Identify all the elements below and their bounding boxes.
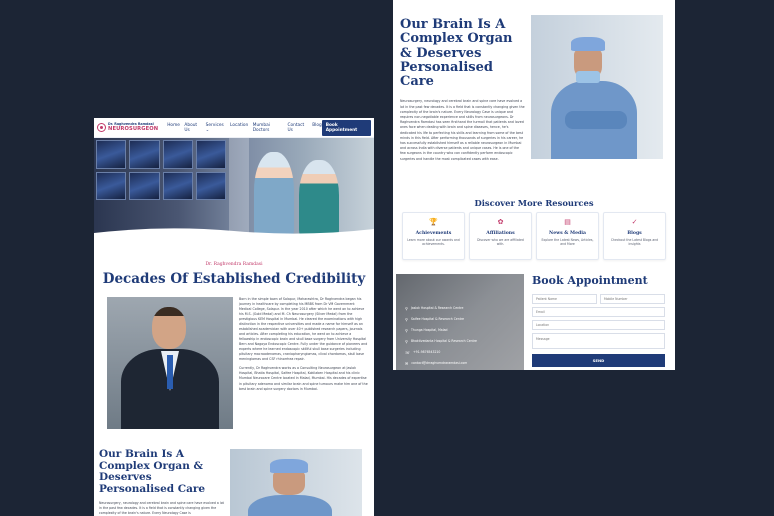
- section-kicker: Dr. Raghvendra Ramdasi: [205, 262, 263, 267]
- location-input[interactable]: [532, 320, 665, 330]
- surgeon-photo: [531, 15, 663, 159]
- nav-location[interactable]: Location: [230, 122, 249, 128]
- nav-mumbai-doctors[interactable]: Mumbai Doctors: [252, 122, 270, 133]
- logo[interactable]: [97, 123, 158, 132]
- contact-text: Thunga Hospital, Malad: [410, 328, 448, 333]
- phone-icon: ☏: [405, 349, 411, 355]
- card-title: Achievements: [415, 230, 452, 236]
- about-text: [239, 297, 368, 429]
- card-blogs[interactable]: [603, 212, 666, 260]
- hero-wave-divider: [94, 225, 374, 238]
- check-icon: ✓: [631, 218, 638, 227]
- nav-links: [167, 123, 322, 133]
- card-achievements[interactable]: [402, 212, 465, 260]
- resource-cards: [393, 212, 675, 260]
- contact-text: contact@drraghvendraramdasi.com: [411, 361, 468, 366]
- brain-care-section: [393, 18, 675, 162]
- contact-text: Bhaktivedanta Hospital & Research Centre: [410, 339, 477, 344]
- card-desc: Explore the Latest News, Articles, and More: [541, 237, 594, 247]
- card-desc: Learn more about our awards and achievements.: [407, 237, 460, 247]
- card-desc: Checkout the Latest Blogs and insights: [610, 237, 659, 247]
- location-pin-icon: ⚲: [405, 327, 408, 333]
- nav-about[interactable]: About Us: [184, 122, 198, 133]
- xray-wall: [96, 140, 226, 200]
- contact-item[interactable]: [405, 328, 477, 333]
- nav-contact[interactable]: Contact Us: [287, 122, 305, 133]
- media-icon: ▤: [564, 218, 571, 227]
- surgeon-photo: [230, 449, 362, 516]
- contact-item[interactable]: [405, 339, 477, 344]
- appointment-title: Book Appointment: [532, 273, 648, 287]
- trophy-icon: 🏆: [429, 218, 438, 227]
- message-input[interactable]: [532, 333, 665, 349]
- resources-title: Discover More Resources: [474, 197, 594, 208]
- contact-panel: [396, 274, 524, 370]
- mobile-number-input[interactable]: [600, 294, 665, 304]
- contact-item[interactable]: [405, 361, 477, 366]
- logo-name: Dr. Raghvendra Ramdasi: [108, 122, 154, 127]
- hero-image: [94, 138, 374, 238]
- patient-name-input[interactable]: [532, 294, 597, 304]
- logo-tagline: NEUROSURGEON: [108, 125, 159, 132]
- contact-list: [405, 306, 477, 366]
- card-affiliations[interactable]: [469, 212, 532, 260]
- brain-logo-icon: [97, 123, 106, 132]
- contact-item[interactable]: [405, 350, 477, 355]
- website-mockup-right: [393, 0, 675, 370]
- navbar: [94, 118, 374, 138]
- appointment-section: [393, 274, 675, 370]
- location-pin-icon: ⚲: [405, 338, 408, 344]
- about-paragraph: Born in the simple town of Solapur, Maharashtra, Dr Raghvendra began his journey in healthcare by completing his MBBS from Dr VM Government Medical College, Solapur. In the year 2010 after which he went on to achieve his M.S. (Gold Medal) and M. Ch Neurosurgery (Silver Medal) from the prestigious KEM Hospital in Mumbai. He cleared the examinations with high distinction in the respective universities and made a name for himself as an established academician with over 40+ published research papers, journals and articles. After completing his education, he went on to achieve a fellowship in endoscopic brain and skull base surgery from University Hospital Bern and Nagoya Endoscopic Centre. Fully under the guidance of pioneers and experts where he learned endoscopic skillful skull base surgeries including pituitary macroadenomas, craniopharyngiomas, clival chordomas, skull base meningiomas and CSF rhinorrhea repair.: [239, 297, 368, 362]
- card-title: News & Media: [549, 230, 586, 236]
- contact-text: +91-9876543210: [413, 350, 441, 355]
- card-desc: Discover who we are affiliated with.: [477, 237, 524, 247]
- brain-care-text: Neurosurgery, neurology and cerebral brain and spine care have evolved a lot in the past few decades. It is a field that is constantly changing given the complexity of the brain's nature. Every Neurology Case is unique and requires non-negotiable experience and skills from neurosurgeons. Dr Raghvendra Ramdasi has seen firsthand the turmoil that patients and loved ones face when dealing with brain and spine diseases, hence, he's dedicated his life to perfecting his skills and learning from some of the best minds in this field. After performing thousands of surgeries in his career, he has successfully established himself as a reliable neurosurgeon in Mumbai and across India with diverse patients and unique cases. He is one of the few surgeons in the country who can confidently perform endoscopic surgeries and handle the most complicated cases with ease.: [400, 99, 525, 161]
- card-title: Affiliations: [486, 230, 515, 236]
- contact-text: Jaslok Hospital & Research Centre: [410, 306, 464, 311]
- website-mockup-left: [94, 118, 374, 516]
- send-button[interactable]: SEND: [532, 354, 665, 367]
- brain-care-text: Neurosurgery, neurology and cerebral brain and spine care have evolved a lot in the past few decades. It is a field that is constantly changing given the complexity of the brain's nature. Every Neurology Case is: [99, 501, 224, 516]
- contact-item[interactable]: [405, 306, 477, 311]
- nav-blog[interactable]: Blog: [312, 122, 322, 128]
- appointment-form: [528, 274, 665, 370]
- brain-care-title: Our Brain Is A Complex Organ & Deserves Personalised Care: [400, 17, 513, 90]
- nav-home[interactable]: Home: [167, 122, 180, 128]
- email-input[interactable]: [532, 307, 665, 317]
- location-pin-icon: ⚲: [405, 305, 408, 311]
- brain-care-title: Our Brain Is A Complex Organ & Deserves Personalised Care: [99, 448, 206, 495]
- doctor-portrait: [107, 297, 233, 429]
- handshake-icon: ✿: [497, 218, 504, 227]
- contact-text: Saifee Hospital & Research Centre: [410, 317, 465, 322]
- card-news-media[interactable]: [536, 212, 599, 260]
- brain-care-section: [94, 449, 374, 516]
- contact-item[interactable]: [405, 317, 477, 322]
- card-title: Blogs: [627, 230, 642, 236]
- mail-icon: ✉: [405, 360, 409, 366]
- book-appointment-button[interactable]: Book Appointment: [322, 120, 371, 136]
- location-pin-icon: ⚲: [405, 316, 408, 322]
- section-title: Decades Of Established Credibility: [102, 271, 366, 287]
- about-paragraph: Currently, Dr Raghvendra works as a Consulting Neurosurgeon at Jaslok Hospital, Bhatia Hospital, Saifee Hospital, Kokilaben Hospital and his clinic Mumbai Neurocare Centre located in Malad, Mumbai. His decades of expertise in pituitary adenoma and similar brain and spine tumours make him one of the best brain and spine surgery doctors in Mumbai.: [239, 366, 368, 391]
- about-section: [94, 297, 374, 429]
- nav-services[interactable]: Services ⌄: [205, 122, 224, 133]
